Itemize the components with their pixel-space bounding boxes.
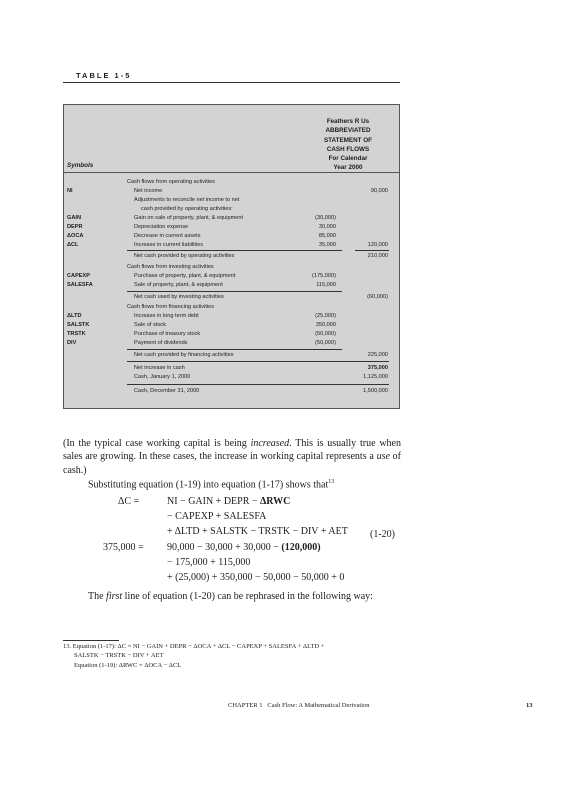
text-run: of cash.) [63,451,401,476]
table-row [0,339,564,348]
row-description: Net cash provided by operating activities [134,253,235,259]
row-symbol: GAIN [67,215,81,221]
equation-line: − CAPEXP + SALESFA [167,511,267,522]
subtotal-rule [355,250,389,251]
body-paragraph [63,590,401,603]
table-row [0,387,564,396]
subtotal-rule [127,250,342,251]
text-run: The [88,591,107,602]
header-line: Year 2000 [333,164,363,172]
top-rule [63,82,400,83]
footnote-line: SALSTK − TRSTK − DIV + AET [74,652,164,659]
equation-lhs: ΔC = [118,496,140,507]
row-total: 375,000 [367,365,388,371]
row-description: Cash flows from financing activities [127,304,215,310]
row-symbol: SALSTK [67,322,90,328]
row-symbol: ΔLTD [67,313,82,319]
table-row [0,263,564,272]
footnote-line: Equation (1-19): ΔRWC = ΔOCA − ΔCL [74,662,182,669]
row-description: Cash flows from operating activities [127,179,215,185]
row-symbol: DEPR [67,224,83,230]
header-line: CASH FLOWS [326,145,370,153]
footnote-ref: 13 [328,479,335,485]
row-description: Cash, December 31, 2000 [134,388,200,394]
row-total: 210,000 [367,253,388,259]
equation-line: + (25,000) + 350,000 − 50,000 − 50,000 + 0 [167,572,345,583]
row-description: Cash flows from investing activities [127,264,214,270]
row-total: 1,125,000 [363,374,388,380]
table-row [0,272,564,281]
row-total: 90,000 [370,188,388,194]
row-amount: 350,000 [315,322,336,328]
row-amount: 85,000 [318,233,336,239]
row-amount: (175,000) [312,273,336,279]
row-symbol: SALESFA [67,282,93,288]
body-paragraph [63,437,401,477]
text-run-italic: use [376,451,390,463]
table-row [0,232,564,241]
equation-term-bold: (120,000) [281,542,321,553]
table-row [0,252,564,261]
text-run-italic: first [106,591,123,602]
equation-line: + ΔLTD + SALSTK − TRSTK − DIV + AET [167,526,348,537]
row-description: Purchase of treasury stock [134,331,201,337]
row-description: Increase in current liabilities [134,242,204,248]
statement-header [304,117,392,173]
row-description: cash provided by operating activities: [141,206,233,212]
table-row [0,223,564,232]
row-description: Net increase in cash [134,365,185,371]
footnote-rule [63,640,119,641]
equation-line: − 175,000 + 115,000 [167,557,251,568]
row-description: Cash, January 1, 2000 [134,374,191,380]
equation-line [167,495,290,508]
page-number: 13 [526,702,533,709]
table-row [0,196,564,205]
row-description: Net cash used by investing activities [134,294,224,300]
table-row [0,178,564,187]
row-description: Net income [134,188,163,194]
footnote-line: 13. Equation (1-17): ΔC = NI − GAIN + DEPR − ΔOCA + ΔCL − CAPEXP + SALESFA + ΔLTD + [63,643,325,650]
table-row [0,321,564,330]
section-rule [127,384,389,385]
table-row [0,351,564,360]
symbols-heading: Symbols [67,162,94,169]
row-symbol: CAPEXP [67,273,91,279]
table-row [0,312,564,321]
row-symbol: DIV [67,340,77,346]
row-symbol: ΔOCA [67,233,84,239]
row-amount: (25,000) [315,313,336,319]
row-amount: (30,000) [315,215,336,221]
table-row [0,364,564,373]
header-line: STATEMENT OF [323,136,373,144]
row-amount: (50,000) [315,331,336,337]
table-label: TABLE 1-5 [76,71,132,80]
body-paragraph [88,476,334,492]
equation-number: (1-20) [370,529,395,540]
text-run: (In the typical case working capital is being [63,438,251,449]
row-description: Sale of stock [134,322,167,328]
equation-line [167,541,321,554]
row-description: Depreciation expense [134,224,189,230]
chapter-running-footer: CHAPTER 1 Cash Flow: A Mathematical Derivation [228,702,370,709]
subtotal-rule [127,349,342,350]
text-run-italic: increased [250,438,290,449]
row-amount: 115,000 [316,282,336,288]
table-row [0,293,564,302]
table-row [0,214,564,223]
text-run: Substituting equation (1-19) into equation (1-17) shows that [88,479,329,491]
row-symbol: ΔCL [67,242,79,248]
header-line: For Calendar [328,155,368,163]
table-row [0,330,564,339]
row-total: 120,000 [367,242,388,248]
header-line: Feathers R Us [326,118,370,125]
header-line: ABBREVIATED [325,127,371,135]
subtotal-rule [127,291,342,292]
table-row [0,241,564,250]
header-rule [63,172,400,173]
row-symbol: NI [67,188,73,194]
row-description: Payment of dividends [134,340,188,346]
row-description: Purchase of property, plant, & equipment [134,273,236,279]
row-description: Increase in long term debt [134,313,199,319]
equation-term: 90,000 − 30,000 + 30,000 − [167,542,282,553]
row-symbol: TRSTK [67,331,86,337]
row-description: Gain on sale of property, plant, & equipment [134,215,244,221]
row-description: Net cash provided by financing activities [134,352,234,358]
equation-lhs: 375,000 = [103,542,144,553]
table-row [0,373,564,382]
row-total: 225,000 [367,352,388,358]
row-total: (60,000) [367,294,388,300]
text-run: line of equation (1-20) can be rephrased in the following way: [122,591,373,602]
section-rule [127,361,389,362]
row-description: Sale of property, plant, & equipment [134,282,223,288]
table-row [0,187,564,196]
row-total: 1,500,000 [363,388,388,394]
row-amount: (50,000) [315,340,336,346]
equation-term-bold: ΔRWC [260,496,291,507]
table-row [0,303,564,312]
row-description: Adjustments to reconcile net income to net [134,197,240,203]
text-run: . This is usually true when sales are growing. In these cases, the increase in working capital represents a [63,438,401,463]
row-amount: 35,000 [318,242,336,248]
table-row [0,205,564,214]
row-amount: 30,000 [318,224,336,230]
equation-term: NI − GAIN + DEPR − [167,496,261,507]
row-description: Decrease in current assets [134,233,201,239]
table-row [0,281,564,290]
